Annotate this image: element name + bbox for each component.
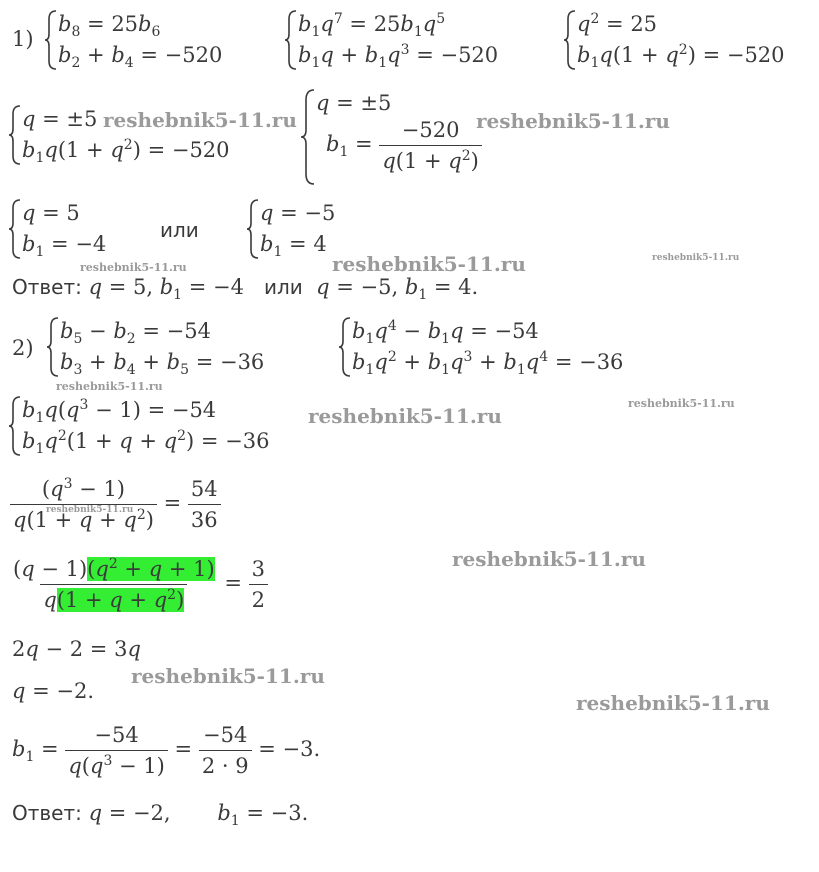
watermark: reshebnik5-11.ru bbox=[80, 261, 187, 274]
system-1b bbox=[284, 9, 498, 71]
watermark: reshebnik5-11.ru bbox=[628, 397, 735, 410]
answer-2: Ответ: q = −2, $b_1 = -3$. bbox=[12, 801, 309, 830]
answer-label: Ответ: bbox=[12, 275, 82, 299]
watermark: reshebnik5-11.ru bbox=[476, 109, 670, 133]
equation: $b_1 = -4$ bbox=[22, 232, 107, 261]
brace-icon bbox=[338, 316, 352, 378]
watermark: reshebnik5-11.ru bbox=[103, 108, 297, 132]
watermark: reshebnik5-11.ru bbox=[652, 253, 740, 263]
equation: $b_1q(q^3 - 1) = -54$ bbox=[22, 397, 217, 427]
equation: $b_1q^2(1 + q + q^2) = -36$ bbox=[22, 428, 270, 458]
equation: $b_2 + b_4 = -520$ bbox=[58, 43, 223, 72]
watermark: reshebnik5-11.ru bbox=[332, 252, 526, 276]
or-word: или bbox=[160, 218, 199, 242]
equation: $b_1q^4 - b_1q = -54$ bbox=[352, 318, 539, 348]
equation: $b_1$ = $\frac{-520}{q(1 + q^2)}$ bbox=[300, 115, 482, 176]
highlight: $(q^2 + q + 1)$ bbox=[87, 556, 215, 581]
fraction-equation-1: $\frac{(q^3 - 1)}{q(1 + q + q^2)}$ = $\frac{54}{36}$ bbox=[10, 474, 221, 535]
equation-linear: 2q − 2 = 3q bbox=[12, 637, 141, 661]
equation: $q^2 = 25$ bbox=[577, 11, 658, 36]
highlight: $(1 + q + q^2)$ bbox=[56, 587, 185, 612]
equation: q = −5 bbox=[260, 201, 336, 225]
brace-icon bbox=[284, 9, 298, 71]
brace-icon bbox=[8, 395, 22, 457]
equation: q = 5 bbox=[22, 201, 80, 225]
equation: $b_1q(1 + q^2) = -520$ bbox=[577, 42, 785, 72]
equation: q = ±5 bbox=[22, 107, 98, 131]
system-2b bbox=[338, 316, 623, 378]
watermark: reshebnik5-11.ru bbox=[56, 380, 163, 393]
system-2c bbox=[8, 395, 270, 457]
equation-b1: $b_1$ = $\frac{-54}{q(q^3 - 1)}$ = $\frac{-54}{2 \cdot 9}$ = −3. bbox=[12, 720, 320, 781]
equation: $b_1q^7 = 25b_1q^5$ bbox=[298, 11, 446, 41]
equation: $b_8 = 25b_6$ bbox=[58, 12, 161, 41]
equation: $b_3 + b_4 + b_5 = -36$ bbox=[60, 350, 265, 379]
equation: $b_1q + b_1q^3 = -520$ bbox=[298, 42, 499, 72]
or-word: или bbox=[264, 275, 303, 299]
system-1a bbox=[44, 9, 222, 71]
brace-icon bbox=[8, 104, 22, 166]
fraction-equation-2: $\frac{(q - 1)(q^2 + q + 1)}{q(1 + q + q^2)}$ = $\frac{3}{2}$ bbox=[10, 554, 268, 615]
equation: $b_1q(1 + q^2) = -520$ bbox=[22, 137, 230, 167]
part1-label: 1) bbox=[12, 27, 34, 51]
brace-icon bbox=[246, 198, 260, 260]
part2-label: 2) bbox=[12, 336, 34, 360]
brace-icon bbox=[300, 88, 316, 186]
equation-q: q = −2. bbox=[12, 679, 95, 703]
answer-1: Ответ: q = 5, $b_1 = -4$ или q = −5, $b_1 = 4$. bbox=[12, 275, 479, 304]
equation: q = ±5 bbox=[316, 91, 392, 115]
answer-label: Ответ: bbox=[12, 801, 82, 825]
brace-icon bbox=[8, 198, 22, 260]
watermark: reshebnik5-11.ru bbox=[452, 547, 646, 571]
equation: $b_5 - b_2 = -54$ bbox=[60, 319, 211, 348]
watermark: reshebnik5-11.ru bbox=[46, 505, 134, 515]
equation: $b_1 = 4$ bbox=[260, 232, 327, 261]
system-1g bbox=[246, 198, 335, 260]
system-1f bbox=[8, 198, 106, 260]
brace-icon bbox=[46, 316, 60, 378]
watermark: reshebnik5-11.ru bbox=[131, 664, 325, 688]
watermark: reshebnik5-11.ru bbox=[576, 691, 770, 715]
equation: $b_1q^2 + b_1q^3 + b_1q^4 = -36$ bbox=[352, 349, 624, 379]
brace-icon bbox=[563, 9, 577, 71]
brace-icon bbox=[44, 9, 58, 71]
system-1c bbox=[563, 9, 785, 71]
system-1e bbox=[300, 88, 482, 188]
system-2a bbox=[46, 316, 264, 378]
watermark: reshebnik5-11.ru bbox=[308, 404, 502, 428]
